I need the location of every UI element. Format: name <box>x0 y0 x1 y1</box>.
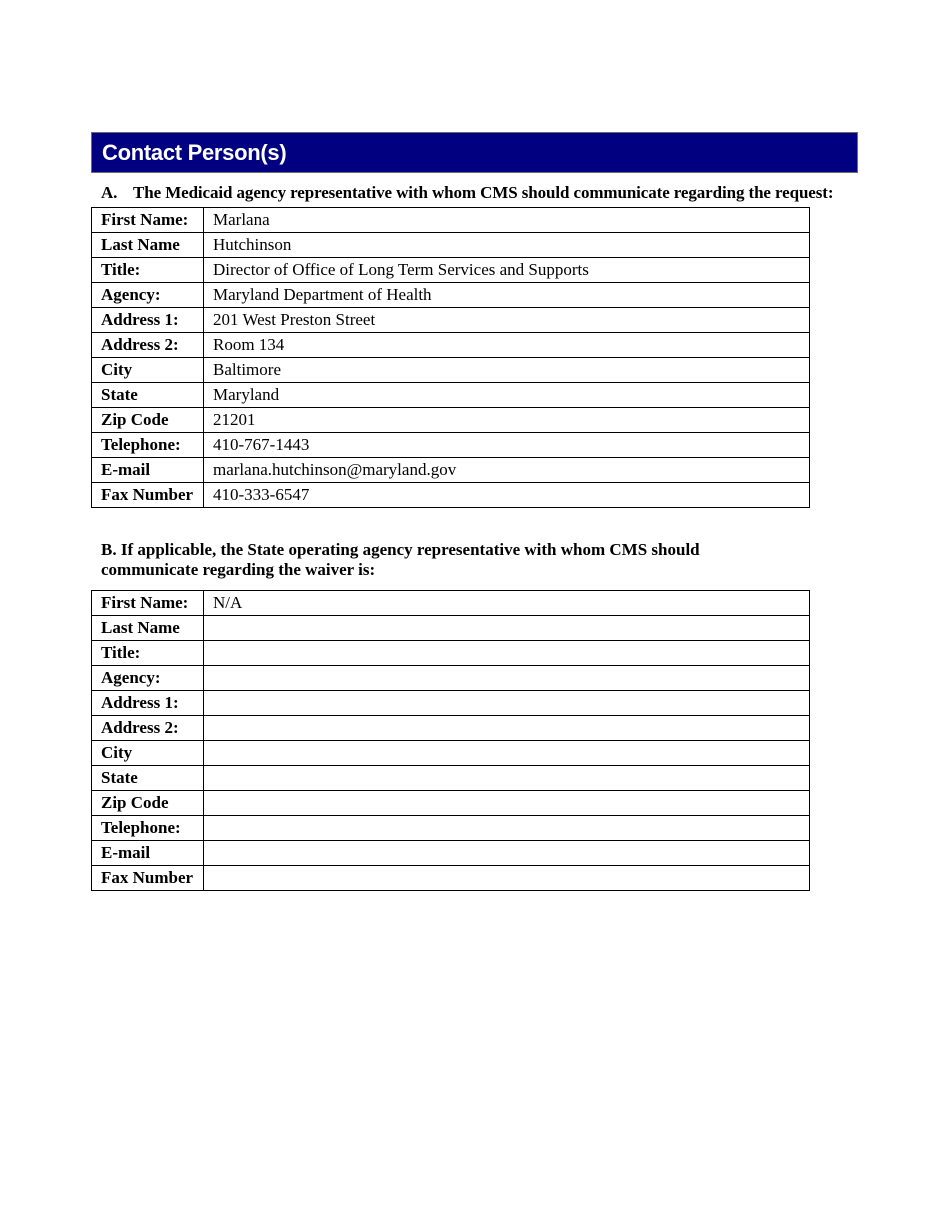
table-row <box>92 816 810 841</box>
table-row <box>92 666 810 691</box>
table-row <box>92 841 810 866</box>
field-label: Telephone: <box>92 433 204 458</box>
section-title: Contact Person(s) <box>102 139 287 165</box>
field-label: Last Name <box>92 616 204 641</box>
field-label: Zip Code <box>92 791 204 816</box>
table-row <box>92 358 810 383</box>
table-row <box>92 866 810 891</box>
field-value: 201 West Preston Street <box>204 308 810 333</box>
table-row <box>92 283 810 308</box>
section-a-heading-text: The Medicaid agency representative with whom CMS should communicate regarding the request: <box>133 183 834 202</box>
table-row <box>92 333 810 358</box>
field-value: Maryland <box>204 383 810 408</box>
field-value: Hutchinson <box>204 233 810 258</box>
field-value <box>204 766 810 791</box>
field-value <box>204 791 810 816</box>
field-value <box>204 866 810 891</box>
table-row <box>92 791 810 816</box>
field-value: Marlana <box>204 208 810 233</box>
field-value: Room 134 <box>204 333 810 358</box>
field-label: Last Name <box>92 233 204 258</box>
field-value <box>204 716 810 741</box>
medicaid-contact-table <box>91 207 810 508</box>
field-label: E-mail <box>92 458 204 483</box>
section-header-bar <box>91 132 858 173</box>
field-label: Address 1: <box>92 691 204 716</box>
field-value <box>204 666 810 691</box>
field-label: Fax Number <box>92 483 204 508</box>
field-label: City <box>92 741 204 766</box>
field-value: Maryland Department of Health <box>204 283 810 308</box>
field-label: State <box>92 383 204 408</box>
table-row <box>92 591 810 616</box>
section-a-letter: A. <box>101 183 118 202</box>
field-value: Baltimore <box>204 358 810 383</box>
field-label: First Name: <box>92 208 204 233</box>
table-row <box>92 433 810 458</box>
table-row <box>92 691 810 716</box>
field-value <box>204 741 810 766</box>
field-label: Title: <box>92 258 204 283</box>
field-value <box>204 841 810 866</box>
table-row <box>92 258 810 283</box>
section-b-heading: B. If applicable, the State operating agency representative with whom CMS should communicate regarding the waiver is: <box>101 540 700 579</box>
field-label: E-mail <box>92 841 204 866</box>
field-label: Agency: <box>92 283 204 308</box>
field-label: Address 2: <box>92 333 204 358</box>
operating-agency-contact-table <box>91 590 810 891</box>
field-label: First Name: <box>92 591 204 616</box>
table-row <box>92 716 810 741</box>
table-row <box>92 308 810 333</box>
field-value: N/A <box>204 591 810 616</box>
table-row <box>92 458 810 483</box>
table-row <box>92 641 810 666</box>
table-row <box>92 766 810 791</box>
field-value: marlana.hutchinson@maryland.gov <box>204 458 810 483</box>
field-label: State <box>92 766 204 791</box>
field-value <box>204 816 810 841</box>
section-a-heading <box>101 183 833 203</box>
field-label: City <box>92 358 204 383</box>
table-row <box>92 208 810 233</box>
field-label: Telephone: <box>92 816 204 841</box>
table-row <box>92 408 810 433</box>
field-value: Director of Office of Long Term Services and Supports <box>204 258 810 283</box>
field-label: Title: <box>92 641 204 666</box>
table-row <box>92 741 810 766</box>
table-row <box>92 233 810 258</box>
field-label: Agency: <box>92 666 204 691</box>
field-value: 410-767-1443 <box>204 433 810 458</box>
field-value: 21201 <box>204 408 810 433</box>
field-label: Fax Number <box>92 866 204 891</box>
field-value <box>204 616 810 641</box>
table-row <box>92 483 810 508</box>
field-value <box>204 641 810 666</box>
table-row <box>92 616 810 641</box>
field-value <box>204 691 810 716</box>
field-label: Address 1: <box>92 308 204 333</box>
table-row <box>92 383 810 408</box>
field-value: 410-333-6547 <box>204 483 810 508</box>
field-label: Address 2: <box>92 716 204 741</box>
field-label: Zip Code <box>92 408 204 433</box>
